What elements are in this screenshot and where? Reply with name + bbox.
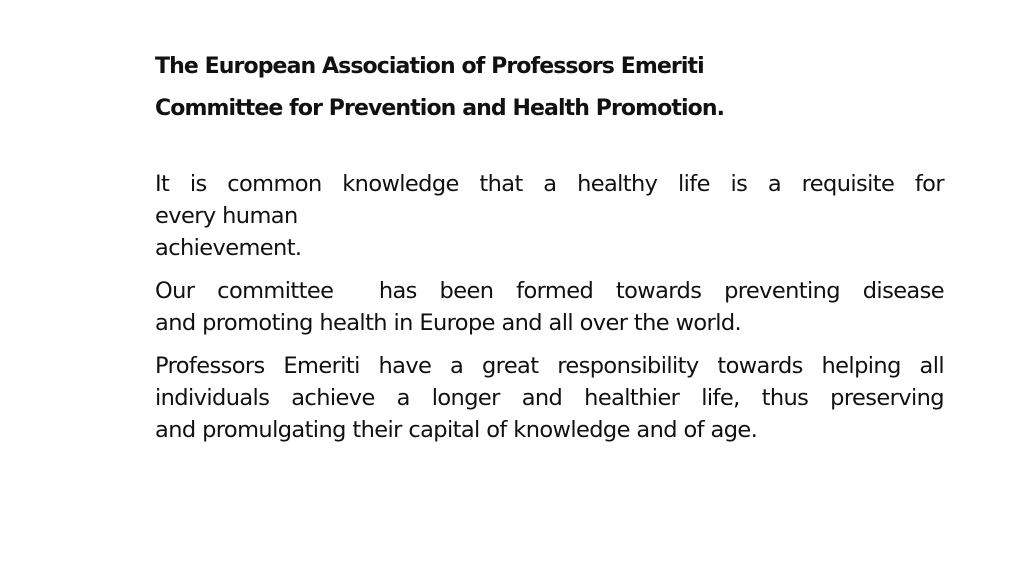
paragraph-line: achievement.: [155, 235, 302, 261]
document-body: [155, 168, 944, 457]
document-header: [155, 46, 955, 130]
paragraph-line: individuals achieve a longer and healthier life, thus preserving: [155, 385, 944, 411]
paragraph-line: It is common knowledge that a healthy life is a requisite for: [155, 171, 944, 197]
paragraph-responsibility: [155, 350, 944, 446]
paragraph-line: every human: [155, 203, 298, 229]
paragraph-committee: [155, 275, 944, 339]
paragraph-line: and promoting health in Europe and all over the world.: [155, 310, 742, 336]
paragraph-line: Our committee has been formed towards preventing disease: [155, 278, 944, 304]
paragraph-line: and promulgating their capital of knowledge and of age.: [155, 417, 758, 443]
paragraph-intro: [155, 168, 944, 264]
paragraph-line: Professors Emeriti have a great responsibility towards helping all: [155, 353, 944, 379]
association-title: The European Association of Professors Emeriti: [155, 54, 704, 79]
committee-title: Committee for Prevention and Health Promotion.: [155, 96, 725, 121]
